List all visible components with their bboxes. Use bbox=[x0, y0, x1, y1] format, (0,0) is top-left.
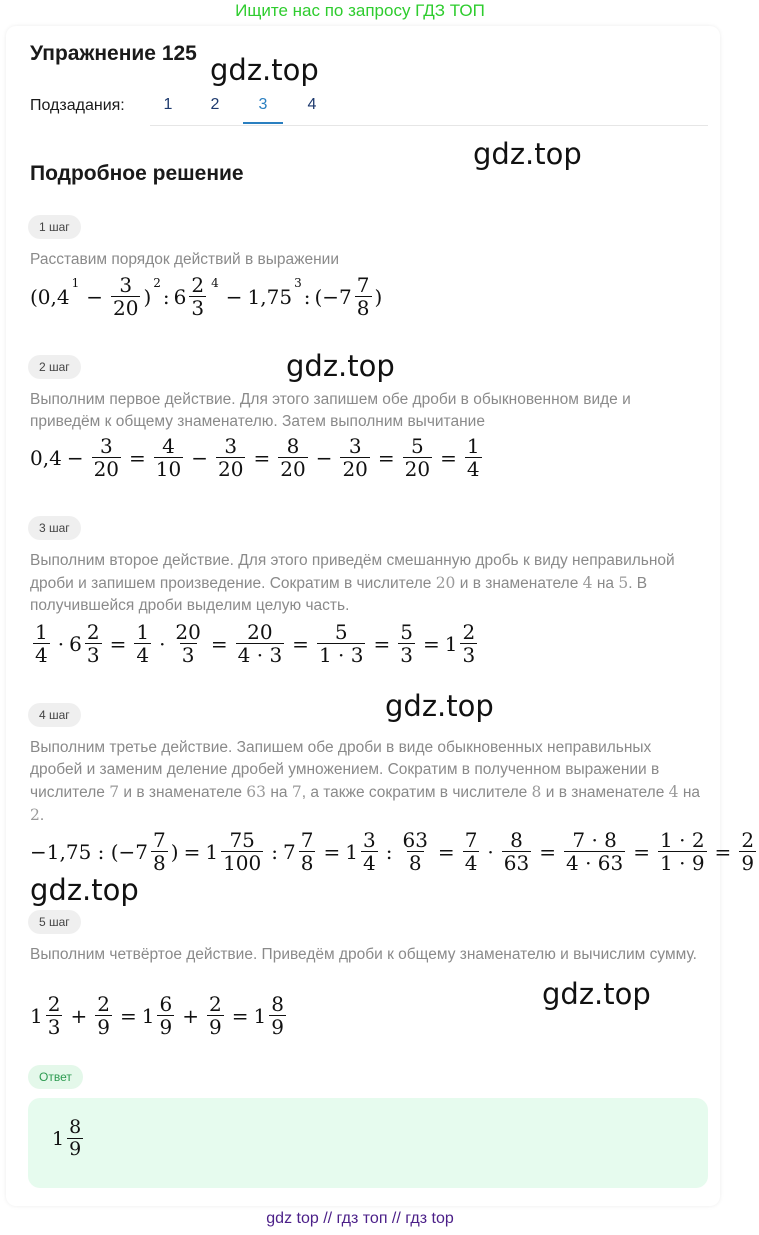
subtask-tabs bbox=[150, 92, 708, 126]
step-text: Выполним второе действие. Для этого приведём смешанную дробь к виду неправильной дроби и запишем произведение. Сократим в числителе 20 и в знаменателе 4 на 5. В получившейся дроби выделим целую часть. bbox=[30, 552, 675, 614]
watermark: gdz.top bbox=[473, 137, 582, 171]
step-badge: 4 шаг bbox=[28, 703, 81, 727]
step-formula: 0,4 − $\frac{3}{20}$ = $\frac{4}{10}$ − $\frac{3}{20}$ = $\frac{8}{20}$ − $\frac{3}{20}$ = $\frac{5}{20}$ = $\frac{1}{4}$ bbox=[30, 434, 480, 481]
watermark: gdz.top bbox=[542, 977, 651, 1011]
step-text: Расставим порядок действий в выражении bbox=[30, 251, 340, 268]
answer-box bbox=[28, 1098, 708, 1188]
solution-heading: Подробное решение bbox=[30, 162, 244, 185]
step-formula: $\frac{1}{4}$ · 6 $\frac{2}{3}$ = $\frac{1}{4}$ · $\frac{20}{3}$ = $\frac{20}{4 \cdot 3}$ = $\frac{5}{1 \cdot 3}$ = $\frac{5}{3}$ = 1 $\frac{2}{3}$ bbox=[35, 620, 476, 667]
answer-badge: Ответ bbox=[28, 1065, 83, 1089]
footer-links[interactable]: gdz top // гдз топ // гдз top bbox=[266, 1210, 454, 1227]
subtask-tab-1[interactable]: 1 bbox=[163, 96, 173, 113]
step-badge: 1 шаг bbox=[28, 215, 81, 239]
subtask-tab-2[interactable]: 2 bbox=[210, 96, 220, 113]
step-text: Выполним первое действие. Для этого запишем обе дроби в обыкновенном виде и приведём к общему знаменателю. Затем выполним вычитание bbox=[30, 391, 631, 430]
step-badge: 5 шаг bbox=[28, 910, 81, 934]
search-banner: Ищите нас по запросу ГДЗ ТОП bbox=[235, 1, 485, 20]
exercise-title: Упражнение 125 bbox=[30, 42, 197, 65]
subtask-tab-3[interactable]: 3 bbox=[243, 96, 283, 124]
step-badge: 3 шаг bbox=[28, 516, 81, 540]
step-formula: −1,75 : (−7 $\frac{7}{8}$ ) = 1 $\frac{75}{100}$ : 7 $\frac{7}{8}$ = 1 $\frac{3}{4}$ : $\frac{63}{8}$ = $\frac{7}{4}$ · $\frac{8}{63}$ = $\frac{7 \cdot 8}{4 \cdot 63}$ = $\frac{1 \cdot 2}{1 \cdot 9}$ = $\frac{2}{9}$ bbox=[30, 828, 755, 875]
step-formula: 1 $\frac{2}{3}$ + $\frac{2}{9}$ = 1 $\frac{6}{9}$ + $\frac{2}{9}$ = 1 $\frac{8}{9}$ bbox=[30, 992, 284, 1039]
watermark: gdz.top bbox=[286, 349, 395, 383]
watermark: gdz.top bbox=[30, 873, 139, 907]
step-badge: 2 шаг bbox=[28, 355, 81, 379]
step-formula: (0,4 1 − $\frac{3}{20}$ ) 2 : 6 $\frac{2}{3}$ 4 − 1,75 3 : (−7 $\frac{7}{8}$ ) bbox=[30, 273, 383, 320]
subtasks-label: Подзадания: bbox=[30, 97, 125, 114]
watermark: gdz.top bbox=[385, 689, 494, 723]
answer-value: 1 $\frac{8}{9}$ bbox=[52, 1116, 82, 1160]
step-text: Выполним четвёртое действие. Приведём дроби к общему знаменателю и вычислим сумму. bbox=[30, 946, 697, 963]
subtask-tab-4[interactable]: 4 bbox=[307, 96, 317, 113]
step-text: Выполним третье действие. Запишем обе дроби в виде обыкновенных неправильных дробей и заменим деление дробей умножением. Сократим в полученном выражении в числителе 7 и в знаменателе 63 на 7, а также сократим в числителе 8 и в знаменателе 4 на 2. bbox=[30, 739, 701, 824]
watermark: gdz.top bbox=[210, 53, 319, 87]
